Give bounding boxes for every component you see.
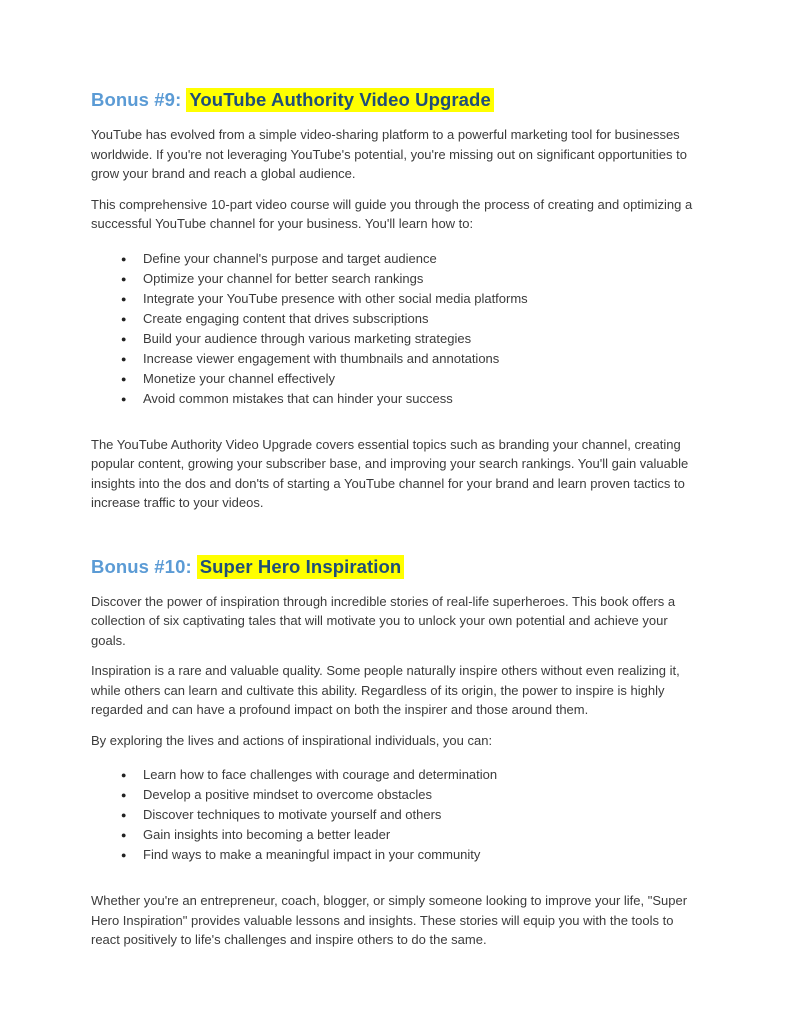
list-item-text: Find ways to make a meaningful impact in your community — [143, 847, 481, 862]
paragraph: This comprehensive 10-part video course will guide you through the process of creating and optimizing a successful YouTube channel for your business. You'll learn how to: — [91, 196, 693, 231]
bullet-icon: ● — [121, 313, 127, 324]
bullet-icon: ● — [121, 293, 127, 304]
section-bonus-10 — [91, 555, 701, 950]
heading-prefix: Bonus #10: — [91, 555, 192, 577]
section-bonus-9 — [91, 88, 701, 513]
list-item-text: Create engaging content that drives subscriptions — [143, 310, 429, 326]
list-item — [121, 765, 681, 785]
bullet-icon: ● — [121, 850, 127, 860]
list-item-text: Develop a positive mindset to overcome obstacles — [143, 787, 433, 802]
list-item — [121, 369, 681, 389]
list-item — [121, 785, 681, 805]
list-item — [121, 805, 681, 825]
list-item — [121, 389, 681, 409]
heading-prefix: Bonus #9: — [91, 89, 182, 110]
paragraph: Inspiration is a rare and valuable quality. Some people naturally inspire others without even realizing it, while others can learn and cultivate this ability. Regardless of its origin, the power to inspire is highly regarded and can have a profound impact on both the inspirer and those around them. — [91, 663, 680, 717]
list-item-text: Learn how to face challenges with courage and determination — [143, 767, 498, 782]
heading-highlight: Super Hero Inspiration — [197, 555, 405, 579]
paragraph: By exploring the lives and actions of inspirational individuals, you can: — [91, 732, 493, 748]
section-heading — [91, 555, 701, 579]
bullet-list — [91, 249, 701, 409]
list-item — [121, 309, 681, 329]
paragraph: YouTube has evolved from a simple video-sharing platform to a powerful marketing tool for businesses worldwide. If you're not leveraging YouTube's potential, you're missing out on significant opportunities to grow your brand and reach a global audience. — [91, 127, 687, 181]
list-item-text: Avoid common mistakes that can hinder your success — [143, 390, 453, 406]
list-item-text: Discover techniques to motivate yourself and others — [143, 807, 442, 822]
list-item-text: Define your channel's purpose and target audience — [143, 250, 437, 266]
bullet-icon: ● — [121, 770, 127, 780]
list-item-text: Integrate your YouTube presence with other social media platforms — [143, 290, 528, 306]
list-item — [121, 825, 681, 845]
list-item-text: Optimize your channel for better search rankings — [143, 270, 424, 286]
bullet-icon: ● — [121, 373, 127, 384]
list-item-text: Monetize your channel effectively — [143, 370, 335, 386]
bullet-icon: ● — [121, 790, 127, 800]
bullet-icon: ● — [121, 253, 127, 264]
list-item — [121, 289, 681, 309]
bullet-icon: ● — [121, 393, 127, 404]
list-item — [121, 249, 681, 269]
list-item-text: Gain insights into becoming a better leader — [143, 827, 391, 842]
bullet-list — [91, 765, 701, 865]
bullet-icon: ● — [121, 273, 127, 284]
section-heading — [91, 88, 701, 112]
bullet-icon: ● — [121, 830, 127, 840]
bullet-icon: ● — [121, 810, 127, 820]
paragraph: Whether you're an entrepreneur, coach, blogger, or simply someone looking to improve your life, "Super Hero Inspiration" provides valuable lessons and insights. These stories will equip you with the tools to react positively to life's challenges and inspire others to do the same. — [91, 893, 688, 947]
list-item — [121, 269, 681, 289]
bullet-icon: ● — [121, 333, 127, 344]
list-item — [121, 349, 681, 369]
list-item-text: Build your audience through various marketing strategies — [143, 330, 472, 346]
list-item — [121, 329, 681, 349]
list-item — [121, 845, 681, 865]
paragraph: The YouTube Authority Video Upgrade covers essential topics such as branding your channel, creating popular content, growing your subscriber base, and improving your search rankings. You'll gain valuable insights into the dos and don'ts of starting a YouTube channel for your brand and learn proven tactics to increase traffic to your videos. — [91, 436, 689, 510]
heading-highlight: YouTube Authority Video Upgrade — [186, 88, 494, 112]
list-item-text: Increase viewer engagement with thumbnails and annotations — [143, 350, 500, 366]
paragraph: Discover the power of inspiration through incredible stories of real-life superheroes. This book offers a collection of six captivating tales that will motivate you to unlock your own potential and achieve your goals. — [91, 593, 676, 648]
bullet-icon: ● — [121, 353, 127, 364]
